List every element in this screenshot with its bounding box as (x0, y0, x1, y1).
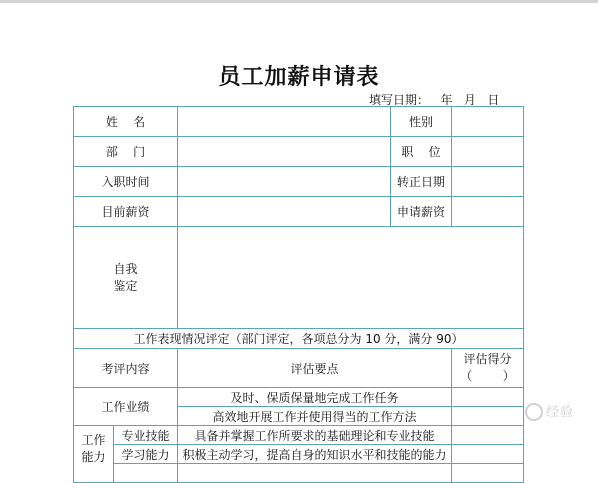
regular-date-field[interactable] (452, 167, 524, 197)
ability-sub-1: 专业技能 (114, 426, 178, 445)
hire-date-field[interactable] (178, 167, 391, 197)
ability-point-3 (178, 464, 452, 483)
col-header-content: 考评内容 (74, 349, 178, 388)
row-name-gender (74, 107, 524, 137)
evaluation-section-title: 工作表现情况评定（部门评定，各项总分为 10 分，满分 90） (74, 329, 524, 349)
gender-field[interactable] (452, 107, 524, 137)
ability-sub-3 (114, 464, 178, 483)
work-ability-label (74, 426, 114, 483)
col-header-score-line2: （ ） (460, 369, 515, 383)
self-assessment-label-line1: 自我 (113, 261, 138, 276)
work-performance-point-1: 及时、保质保量地完成工作任务 (178, 388, 452, 407)
gender-label: 性别 (391, 107, 452, 137)
row-work-performance-1 (74, 388, 524, 407)
work-ability-label-line1: 工作 (81, 433, 106, 447)
department-field[interactable] (178, 137, 391, 167)
work-performance-label: 工作业绩 (74, 388, 178, 426)
row-department-position (74, 137, 524, 167)
fill-date-line: 填写日期： 年 月 日 (369, 93, 500, 107)
ability-score-3[interactable] (452, 464, 524, 483)
row-evaluation-header (74, 349, 524, 388)
position-field[interactable] (452, 137, 524, 167)
ability-point-1: 具备并掌握工作所要求的基础理论和专业技能 (178, 426, 452, 445)
current-salary-field[interactable] (178, 197, 391, 227)
salary-raise-form (73, 106, 524, 483)
self-assessment-label (74, 227, 178, 329)
ability-score-2[interactable] (452, 445, 524, 464)
name-label: 姓 名 (74, 107, 178, 137)
watermark (525, 401, 574, 422)
watermark-text: 经验 (545, 404, 574, 420)
row-work-ability-1 (74, 426, 524, 445)
name-field[interactable] (178, 107, 391, 137)
position-label: 职 位 (391, 137, 452, 167)
self-assessment-field[interactable] (178, 227, 524, 329)
ability-point-2: 积极主动学习，提高自身的知识水平和技能的能力 (178, 445, 452, 464)
row-work-ability-3 (74, 464, 524, 483)
regular-date-label: 转正日期 (391, 167, 452, 197)
self-assessment-label-line2: 鉴定 (113, 278, 138, 293)
row-hire-regular (74, 167, 524, 197)
work-ability-label-line2: 能力 (81, 450, 106, 464)
work-performance-score-2[interactable] (452, 407, 524, 426)
hire-date-label: 入职时间 (74, 167, 178, 197)
requested-salary-label: 申请薪资 (391, 197, 452, 227)
current-salary-label: 目前薪资 (74, 197, 178, 227)
ability-sub-2: 学习能力 (114, 445, 178, 464)
row-work-ability-2 (74, 445, 524, 464)
row-salary (74, 197, 524, 227)
requested-salary-field[interactable] (452, 197, 524, 227)
row-evaluation-title (74, 329, 524, 349)
work-performance-score-1[interactable] (452, 388, 524, 407)
top-border (0, 0, 598, 3)
watermark-logo-icon (525, 403, 543, 421)
col-header-score (452, 349, 524, 388)
work-performance-point-2: 高效地开展工作并使用得当的工作方法 (178, 407, 452, 426)
col-header-score-line1: 评估得分 (463, 352, 512, 366)
ability-score-1[interactable] (452, 426, 524, 445)
page-title: 员工加薪申请表 (218, 65, 380, 90)
row-self-assessment (74, 227, 524, 329)
department-label: 部 门 (74, 137, 178, 167)
col-header-points: 评估要点 (178, 349, 452, 388)
